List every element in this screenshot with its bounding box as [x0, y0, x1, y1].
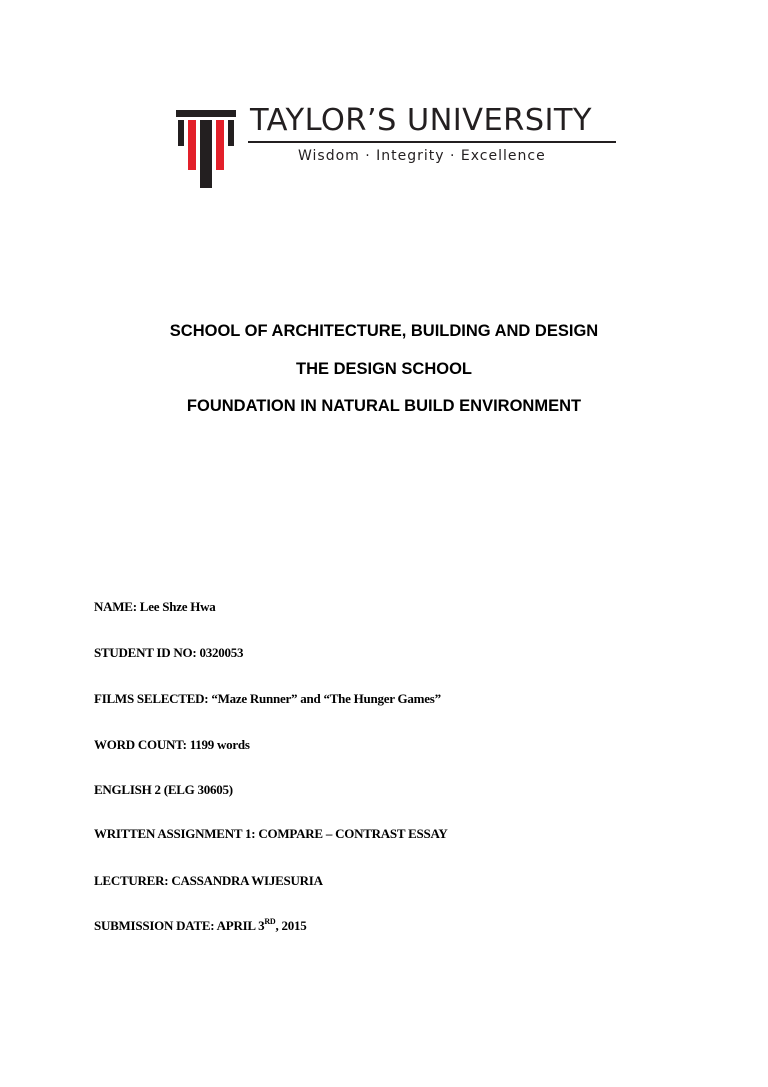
university-tagline: Wisdom · Integrity · Excellence — [298, 148, 546, 164]
student-id: STUDENT ID NO: 0320053 — [94, 645, 244, 660]
submission-date-suffix: , 2015 — [275, 918, 307, 933]
submission-date — [94, 918, 306, 934]
films-selected: FILMS SELECTED: “Maze Runner” and “The Hunger Games” — [94, 691, 441, 706]
design-school-heading: THE DESIGN SCHOOL — [295, 360, 472, 378]
submission-date-prefix: SUBMISSION DATE: APRIL 3 — [94, 918, 265, 933]
student-name: NAME: Lee Shze Hwa — [94, 599, 216, 614]
logo-divider — [248, 141, 616, 143]
lecturer-name: LECTURER: CASSANDRA WIJESURIA — [94, 873, 323, 888]
school-heading: SCHOOL OF ARCHITECTURE, BUILDING AND DESIGN — [169, 322, 599, 340]
programme-heading: FOUNDATION IN NATURAL BUILD ENVIRONMENT — [186, 397, 582, 415]
course-code: ENGLISH 2 (ELG 30605) — [94, 782, 233, 797]
word-count: WORD COUNT: 1199 words — [94, 737, 250, 752]
submission-date-ordinal: RD — [264, 916, 276, 926]
assignment-title: WRITTEN ASSIGNMENT 1: COMPARE – CONTRAST ESSAY — [94, 826, 448, 841]
university-crest-icon — [176, 110, 236, 188]
university-logo — [176, 104, 620, 188]
university-name: TAYLOR’S UNIVERSITY — [250, 103, 592, 138]
